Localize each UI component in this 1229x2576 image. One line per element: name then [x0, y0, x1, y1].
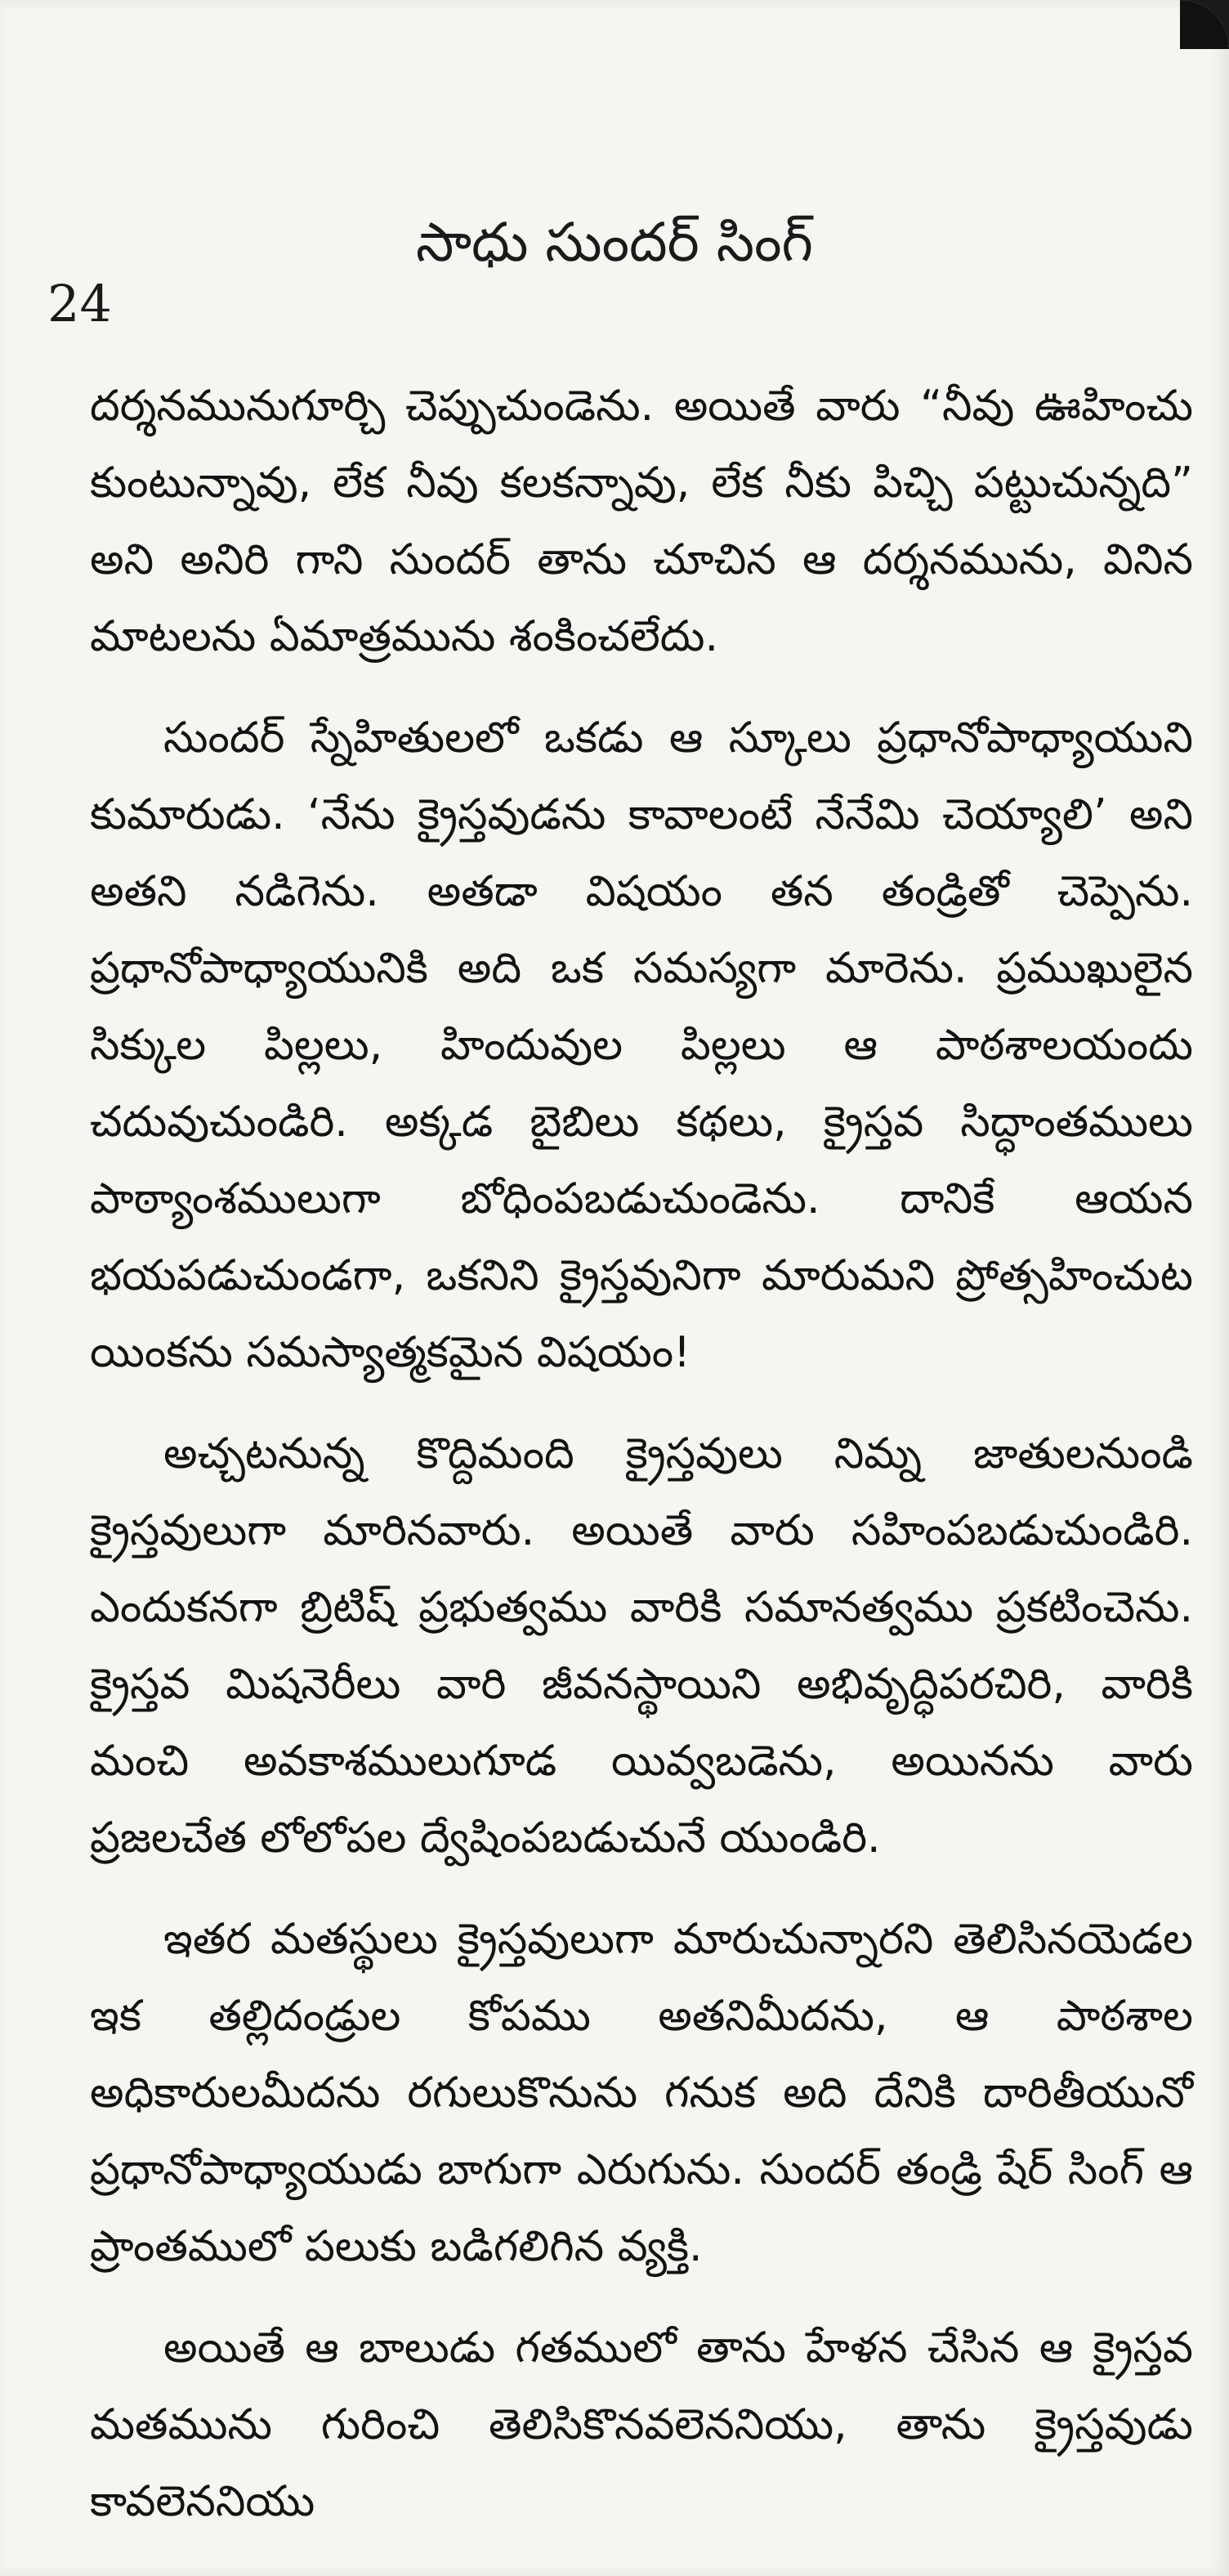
paragraph: అచ్చటనున్న కొద్దిమంది క్రైస్తవులు నిమ్న జాతులనుండి క్రైస్తవులుగా మారినవారు. అయితే వారు సహింపబడుచుండిరి. ఎందుకనగా బ్రిటిష్ ప్రభుత్వము వారికి సమానత్వము ప్రకటించెను. క్రైస్తవ మిషనెరీలు వారి జీవనస్థాయిని అభివృద్ధిపరచిరి, వారికి మంచి అవకాశములుగూడ యివ్వబడెను, అయినను వారు ప్రజలచేత లోలోపల ద్వేషింపబడుచునే యుండిరి.: [90, 1429, 1193, 1863]
page-corner-shadow: [1180, 0, 1229, 49]
paragraph: సుందర్ స్నేహితులలో ఒకడు ఆ స్కూలు ప్రధానోపాధ్యాయుని కుమారుడు. ‘నేను క్రైస్తవుడను కావాలంటే నేనేమి చెయ్యాలి’ అని అతని నడిగెను. అతడా విషయం తన తండ్రితో చెప్పెను. ప్రధానోపాధ్యాయునికి అది ఒక సమస్యగా మారెను. ప్రముఖులైన సిక్కుల పిల్లలు, హిందువుల పిల్లలు ఆ పాఠశాలయందు చదువుచుండిరి. అక్కడ బైబిలు కథలు, క్రైస్తవ సిద్ధాంతములు పాఠ్యాంశములుగా బోధింపబడుచుండెను. దానికే ఆయన భయపడుచుండగా, ఒకనిని క్రైస్తవునిగా మారుమని ప్రోత్సహించుట యింకను సమస్యాత్మకమైన విషయం!: [90, 713, 1193, 1377]
running-head: సాధు సుందర్ సింగ్: [415, 211, 814, 274]
body-text: [90, 368, 1193, 2540]
paragraph: దర్శనమునుగూర్చి చెప్పుచుండెను. అయితే వారు “నీవు ఊహించు కుంటున్నావు, లేక నీవు కలకన్నావు, లేక నీకు పిచ్చి పట్టుచున్నది” అని అనిరి గాని సుందర్ తాను చూచిన ఆ దర్శనమును, వినిన మాటలను ఏమాత్రమును శంకించలేదు.: [90, 382, 1193, 661]
paragraph: ఇతర మతస్థులు క్రైస్తవులుగా మారుచున్నారని తెలిసినయెడల ఇక తల్లిదండ్రుల కోపము అతనిమీదను, ఆ పాఠశాల అధికారులమీదను రగులుకొనును గనుక అది దేనికి దారితీయునో ప్రధానోపాధ్యాయుడు బాగుగా ఎరుగును. సుందర్ తండ్రి షేర్ సింగ్ ఆ ప్రాంతములో పలుకు బడిగలిగిన వ్యక్తి.: [90, 1915, 1193, 2271]
paragraph: అయితే ఆ బాలుడు గతములో తాను హేళన చేసిన ఆ క్రైస్తవ మతమును గురించి తెలిసికొనవలెననియు, తాను క్రైస్తవుడు కావలెననియు: [90, 2323, 1193, 2526]
page-number: 24: [47, 274, 112, 333]
